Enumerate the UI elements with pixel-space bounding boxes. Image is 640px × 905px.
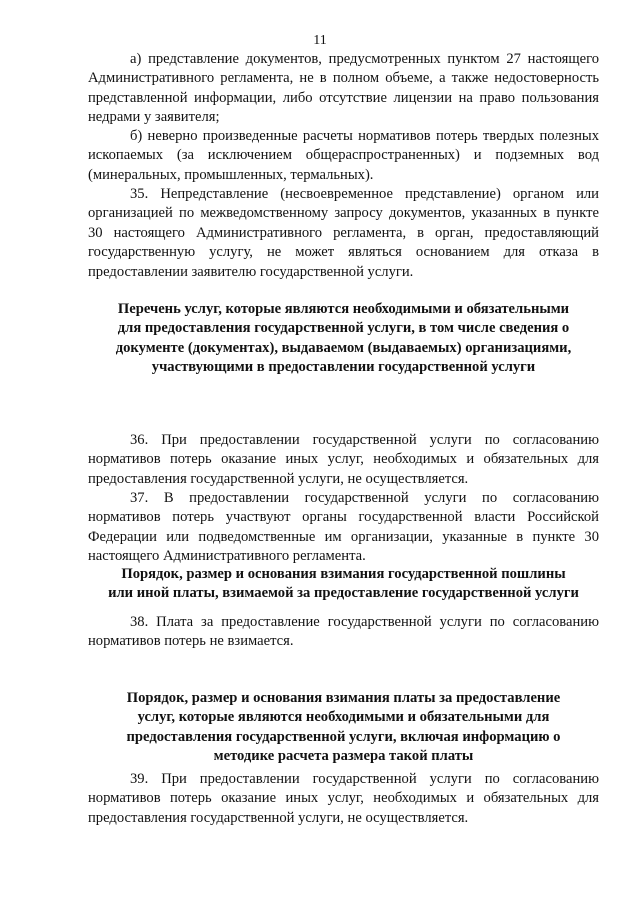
paragraph-a [88, 50, 599, 128]
paragraph-text: 36. При предоставлении государственной услуги по согласованию нормативов потерь оказание иных услуг, необходимых и обязательных для предоставления государственной услуги, не осуществляется. [88, 432, 599, 487]
paragraph-36 [88, 431, 599, 489]
heading-line: предоставления государственной услуги, включая информацию о [126, 728, 561, 745]
heading-line: участвующими в предоставлении государственной услуги [151, 359, 536, 376]
section-heading-fee-calculation [88, 689, 599, 767]
page-number: 11 [313, 33, 327, 48]
heading-line: Перечень услуг, которые являются необходимыми и обязательными [117, 301, 570, 317]
heading-line: услуг, которые являются необходимыми и обязательными для [137, 709, 550, 726]
paragraph-text: б) неверно произведенные расчеты нормативов потерь твердых полезных ископаемых (за исключением общераспространенных) и подземных вод (минеральных, промышленных, термальных). [88, 128, 599, 183]
paragraph-37 [88, 489, 599, 567]
paragraph-text: а) представление документов, предусмотренных пунктом 27 настоящего Административного регламента, не в полном объеме, а также недостоверность представленной информации, либо отсутствие лицензии на право пользования недрами у заявителя; [88, 51, 599, 126]
section-heading-state-duty [88, 565, 599, 604]
paragraph-b [88, 127, 599, 185]
heading-line: методике расчета размера такой платы [213, 748, 474, 765]
paragraph-text: 35. Непредставление (несвоевременное представление) органом или организацией по межведомственному запросу документов, указанных в пункте 30 настоящего Административного регламента, в орган, предоставляющий государственную услугу, не может являться основанием для отказа в предоставлении заявителю государственной услуги. [88, 186, 599, 280]
heading-line: Порядок, размер и основания взимания платы за предоставление [126, 690, 561, 706]
heading-line: для предоставления государственной услуги, в том числе сведения о [117, 320, 570, 337]
paragraph-38 [88, 613, 599, 652]
heading-line: Порядок, размер и основания взимания государственной пошлины [121, 566, 566, 582]
paragraph-text: 37. В предоставлении государственной услуги по согласованию нормативов потерь участвуют органы государственной власти Российской Федерации или подведомственные им организации, указанные в пункте 30 настоящего Административного регламента. [88, 490, 599, 565]
paragraph-text: 39. При предоставлении государственной услуги по согласованию нормативов потерь оказание иных услуг, необходимых и обязательных для предоставления государственной услуги, не осуществляется. [88, 771, 599, 826]
paragraph-text: 38. Плата за предоставление государственной услуги по согласованию нормативов потерь не взимается. [88, 614, 599, 650]
heading-line: или иной платы, взимаемой за предоставление государственной услуги [108, 585, 579, 602]
paragraph-39 [88, 770, 599, 828]
paragraph-35 [88, 185, 599, 282]
heading-line: документе (документах), выдаваемом (выдаваемых) организациями, [115, 339, 572, 356]
section-heading-services-list [88, 300, 599, 378]
